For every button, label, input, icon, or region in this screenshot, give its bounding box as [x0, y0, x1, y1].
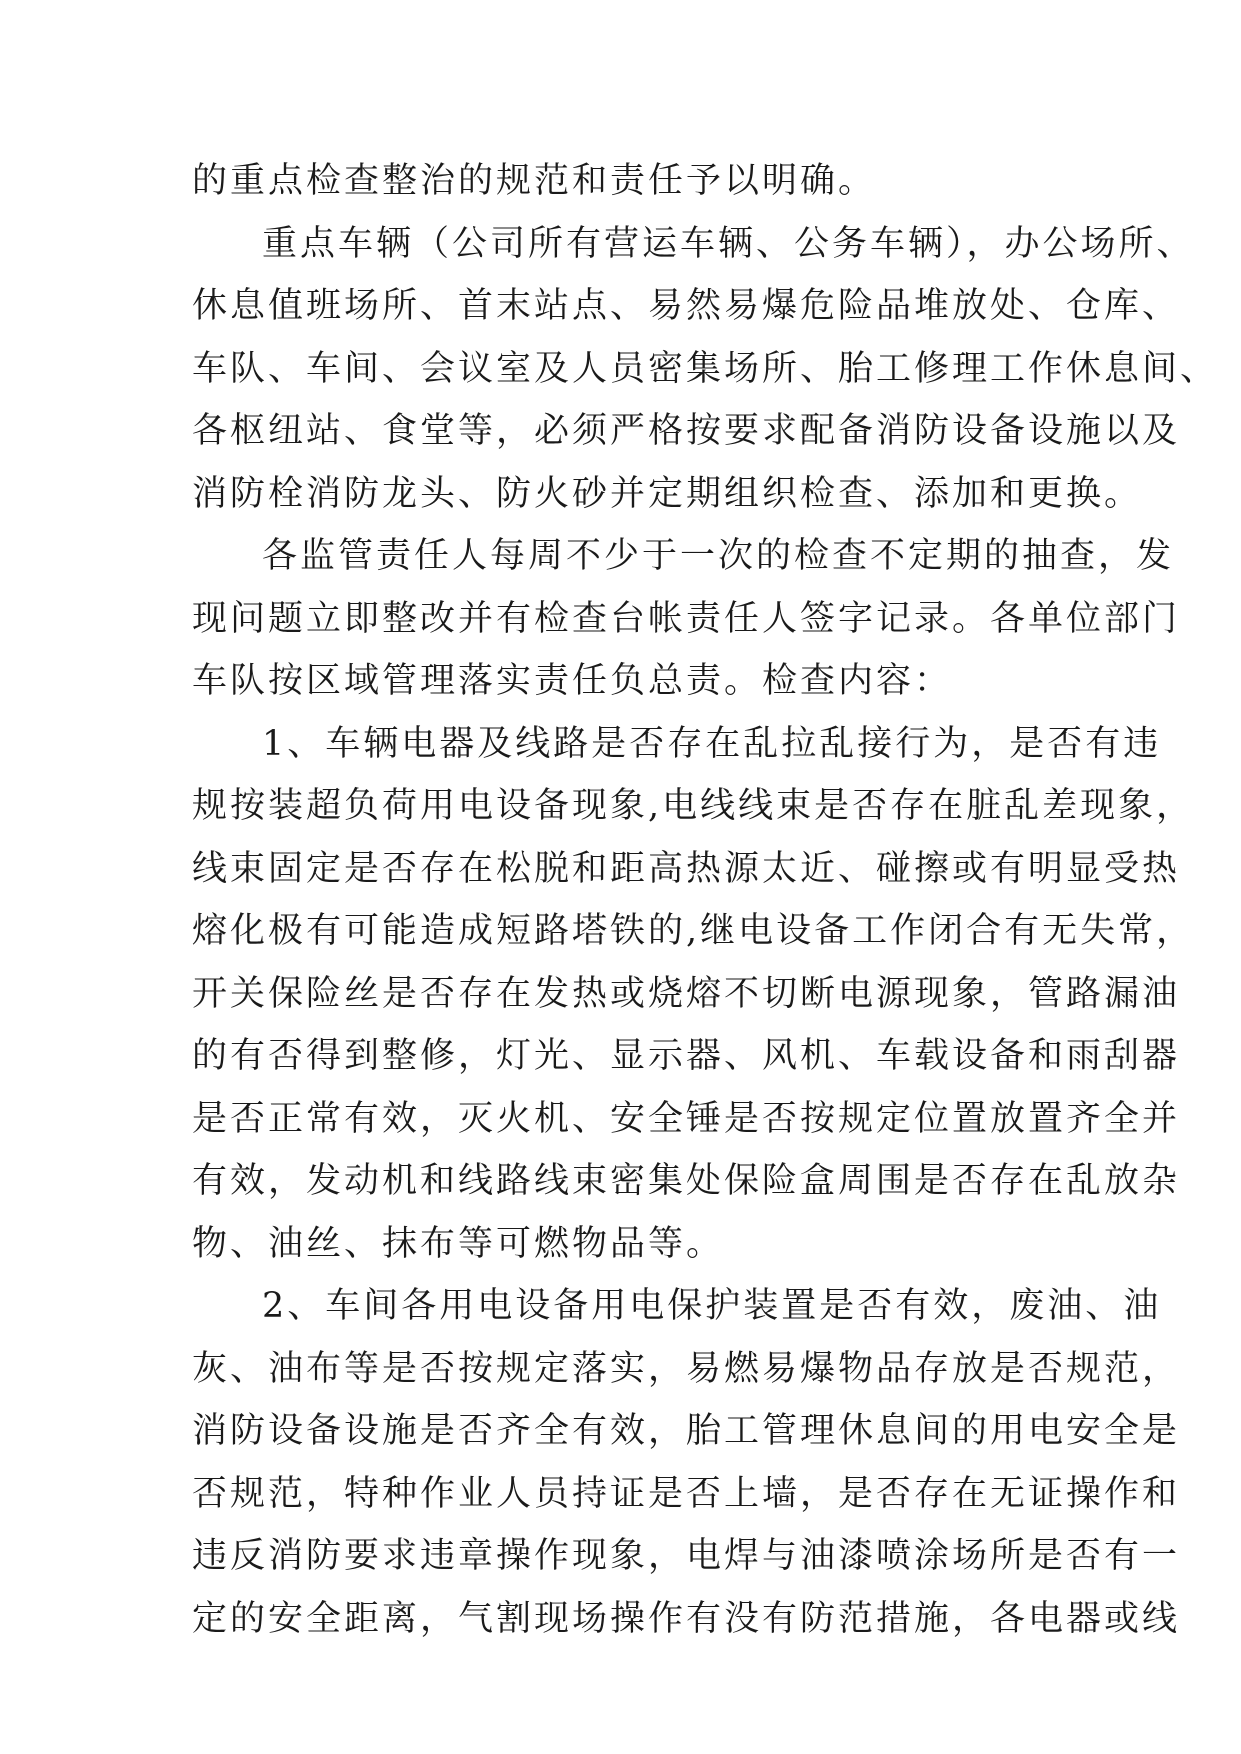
body-text: [192, 150, 1219, 1650]
text-line: 定的安全距离，气割现场操作有没有防范措施，各电器或线: [192, 1598, 1181, 1639]
text-line: 否规范，特种作业人员持证是否上墙，是否存在无证操作和: [192, 1473, 1181, 1514]
text-line: 车队、车间、会议室及人员密集场所、胎工修理工作休息间、: [192, 348, 1219, 389]
text-line: 现问题立即整改并有检查台帐责任人签字记录。各单位部门: [192, 598, 1181, 639]
text-line: 违反消防要求违章操作现象，电焊与油漆喷涂场所是否有一: [192, 1536, 1181, 1576]
text-line: 的有否得到整修，灯光、显示器、风机、车载设备和雨刮器: [192, 1036, 1181, 1076]
text-line: 1、车辆电器及线路是否存在乱拉乱接行为，是否有违: [262, 723, 1162, 764]
text-line: 各枢纽站、食堂等，必须严格按要求配备消防设备设施以及: [192, 411, 1181, 451]
text-line: 休息值班场所、首末站点、易然易爆危险品堆放处、仓库、: [192, 286, 1181, 326]
text-line: 是否正常有效，灭火机、安全锤是否按规定位置放置齐全并: [192, 1098, 1181, 1139]
text-line: 物、油丝、抹布等可燃物品等。: [192, 1223, 725, 1264]
text-line: 线束固定是否存在松脱和距高热源太近、碰擦或有明显受热: [192, 848, 1181, 889]
text-line: 的重点检查整治的规范和责任予以明确。: [192, 161, 877, 201]
text-line: 开关保险丝是否存在发热或烧熔不切断电源现象，管路漏油: [192, 973, 1181, 1014]
text-line: 车队按区域管理落实责任负总责。检查内容：: [192, 661, 953, 701]
text-line: 各监管责任人每周不少于一次的检查不定期的抽查，发: [262, 536, 1175, 576]
text-line: 2、车间各用电设备用电保护装置是否有效，废油、油: [262, 1286, 1162, 1326]
text-line: 灰、油布等是否按规定落实，易燃易爆物品存放是否规范，: [192, 1348, 1181, 1389]
text-line: 消防栓消防龙头、防火砂并定期组织检查、添加和更换。: [192, 473, 1143, 514]
text-line: 有效，发动机和线路线束密集处保险盒周围是否存在乱放杂: [192, 1161, 1181, 1201]
text-line: 重点车辆（公司所有营运车辆、公务车辆），办公场所、: [262, 223, 1195, 264]
text-line: 消防设备设施是否齐全有效，胎工管理休息间的用电安全是: [192, 1411, 1181, 1451]
text-line: 熔化极有可能造成短路塔铁的,继电设备工作闭合有无失常，: [192, 911, 1195, 951]
text-line: 规按装超负荷用电设备现象,电线线束是否存在脏乱差现象，: [192, 786, 1195, 826]
